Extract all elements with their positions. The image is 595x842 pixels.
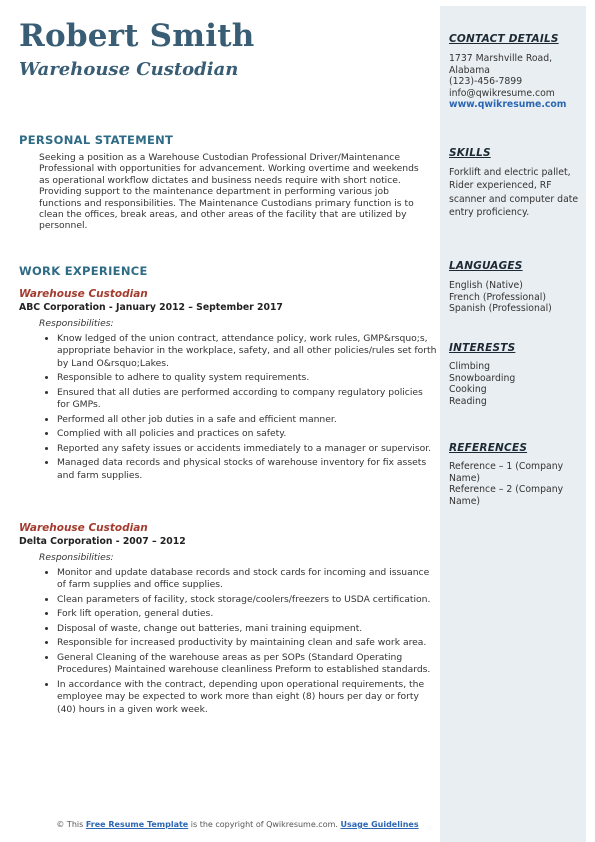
list-item: • Responsible to adhere to quality system requirements. xyxy=(57,372,437,384)
list-item: • Performed all other job duties in a safe and efficient manner. xyxy=(57,414,437,426)
personal-statement-text: Seeking a position as a Warehouse Custodian Professional Driver/Maintenance Professional with opportunities for advancement. Working overtime and weekends as operational workflow dictates and business needs require with short notice. Providing support to the maintenance department in performing various job functions and responsibilities. The Maintenance Custodians primary function is to clean the offices, break areas, and other areas of the facility that are utilized by personnel. xyxy=(39,152,419,232)
candidate-name: Robert Smith xyxy=(19,18,255,54)
list-item: • Know ledged of the union contract, attendance policy, work rules, GMP&rsquo;s, appropriate behavior in the workplace, safety, and all other policies/rules set forth by Land O&rsquo;Lakes. xyxy=(57,333,437,370)
list-item: • Reported any safety issues or accidents immediately to a manager or supervisor. xyxy=(57,443,437,455)
free-resume-template-link[interactable]: Free Resume Template xyxy=(85,820,189,829)
skills-heading: SKILLS xyxy=(449,147,491,159)
references-heading: REFERENCES xyxy=(449,442,528,454)
list-item: • Clean parameters of facility, stock storage/coolers/freezers to USDA certification. xyxy=(57,594,437,606)
list-item: Cooking xyxy=(449,384,487,396)
list-item: French (Professional) xyxy=(449,291,546,303)
contact-details xyxy=(449,53,581,111)
list-item: • Managed data records and physical stocks of warehouse inventory for fix assets and farm supplies. xyxy=(57,457,437,482)
list-item: • Fork lift operation, general duties. xyxy=(57,608,437,620)
interests-heading: INTERESTS xyxy=(449,342,516,354)
list-item: • Ensured that all duties are performed according to company regulatory policies for GMPs. xyxy=(57,387,437,412)
job-title-1: Warehouse Custodian xyxy=(19,288,148,300)
list-item: • Responsible for increased productivity by maintaining clean and safe work area. xyxy=(57,637,437,649)
footer xyxy=(0,820,475,829)
list-item: • General Cleaning of the warehouse areas as per SOPs (Standard Operating Procedures) Maintained warehouse cleanliness Preform to established standards. xyxy=(57,652,437,677)
list-item: • In accordance with the contract, depending upon operational requirements, the employee may be expected to work more than eight (8) hours per day or forty (40) hours in a given work week. xyxy=(57,679,437,716)
contact-website-link[interactable]: www.qwikresume.com xyxy=(449,99,567,111)
list-item: Reference – 1 (Company Name) xyxy=(449,461,564,484)
list-item: Reading xyxy=(449,395,487,407)
footer-prefix: © This xyxy=(56,820,86,829)
job-title-2: Warehouse Custodian xyxy=(19,522,148,534)
responsibilities-label-2: Responsibilities: xyxy=(39,552,114,563)
contact-phone: (123)-456-7899 xyxy=(449,76,523,88)
candidate-role: Warehouse Custodian xyxy=(19,59,239,80)
list-item: • Complied with all policies and practices on safety. xyxy=(57,428,437,440)
usage-guidelines-link[interactable]: Usage Guidelines xyxy=(340,820,419,829)
sidebar-panel xyxy=(440,6,586,842)
personal-statement-heading: PERSONAL STATEMENT xyxy=(19,133,174,147)
skills-text: Forklift and electric pallet, Rider experienced, RF scanner and computer date entry proficiency. xyxy=(449,167,579,219)
contact-email[interactable]: info@qwikresume.com xyxy=(449,87,555,99)
list-item: • Disposal of waste, change out batteries, mani training equipment. xyxy=(57,623,437,635)
job-company-2: Delta Corporation - 2007 – 2012 xyxy=(19,536,186,547)
resume-header xyxy=(19,18,419,82)
languages-list xyxy=(449,280,581,315)
responsibilities-list-1 xyxy=(39,333,437,484)
footer-middle: is the copyright of Qwikresume.com. xyxy=(188,820,341,829)
interests-list xyxy=(449,361,581,407)
work-experience-heading: WORK EXPERIENCE xyxy=(19,264,148,278)
list-item: Snowboarding xyxy=(449,372,516,384)
list-item: Climbing xyxy=(449,361,490,372)
responsibilities-list-2 xyxy=(39,567,437,718)
job-company-1: ABC Corporation - January 2012 – September 2017 xyxy=(19,302,283,313)
contact-address: 1737 Marshville Road, Alabama xyxy=(449,53,553,76)
list-item: Reference – 2 (Company Name) xyxy=(449,484,564,507)
contact-heading: CONTACT DETAILS xyxy=(449,33,559,45)
list-item: English (Native) xyxy=(449,280,523,291)
list-item: Spanish (Professional) xyxy=(449,303,552,315)
responsibilities-label-1: Responsibilities: xyxy=(39,318,114,329)
languages-heading: LANGUAGES xyxy=(449,260,523,272)
list-item: • Monitor and update database records and stock cards for incoming and issuance of farm supplies and office supplies. xyxy=(57,567,437,592)
references-list xyxy=(449,461,581,507)
